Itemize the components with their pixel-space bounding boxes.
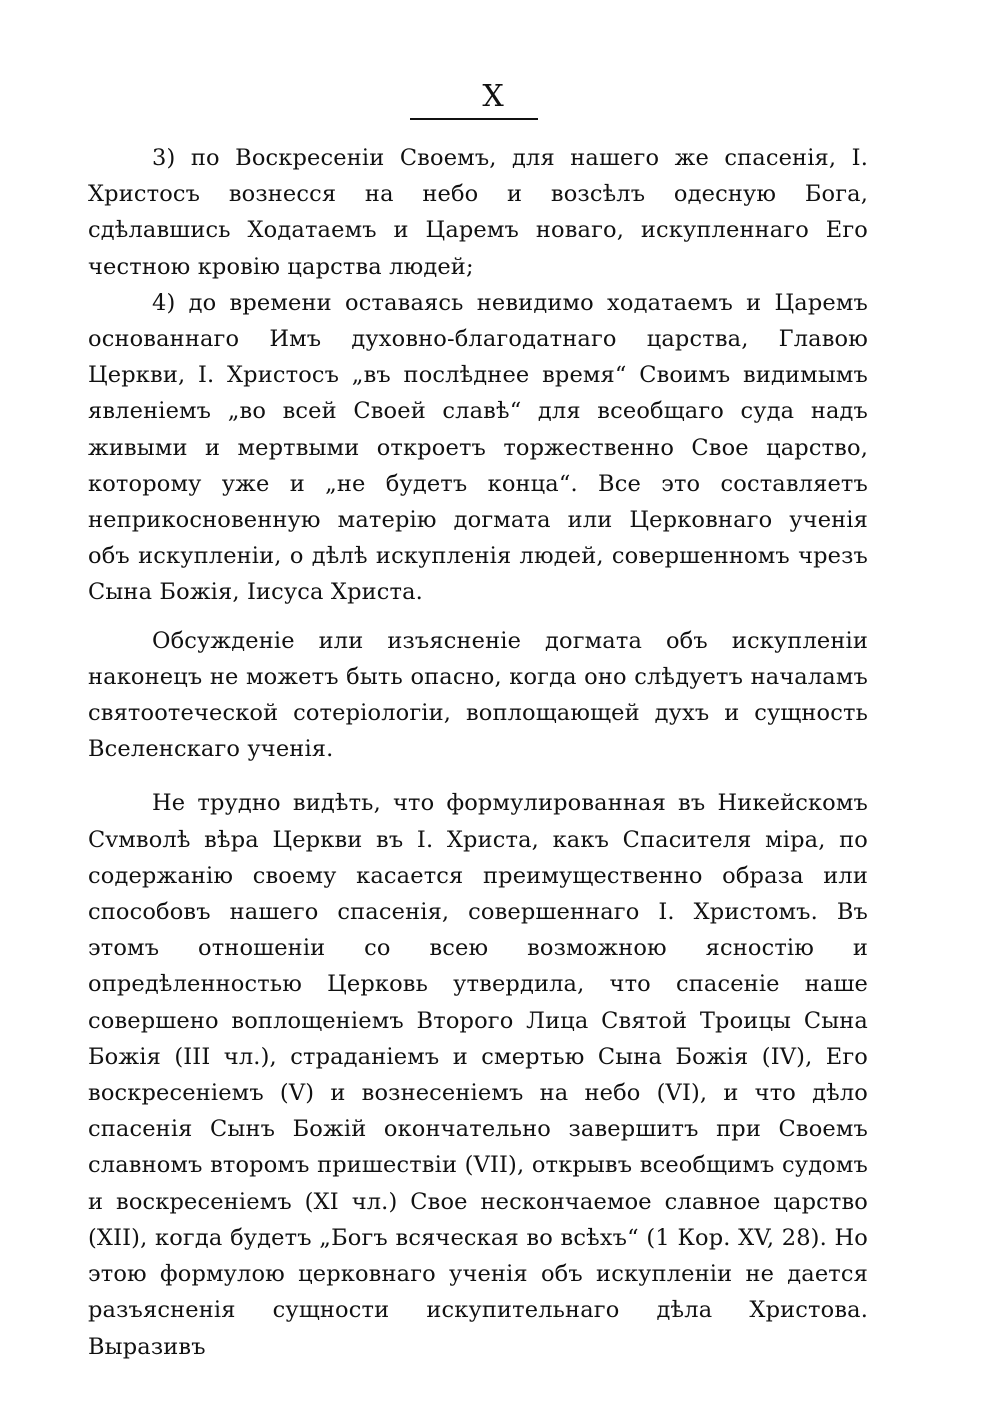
paragraph-1: 3) по Воскресеніи Своемъ, для нашего же спасенія, І. Христосъ вознесся на небо и возсѣлъ одесную Бога, сдѣлавшись Ходатаемъ и Царемъ новаго, искупленнаго Его честною кровію царства людей; bbox=[88, 145, 868, 280]
page-number: X bbox=[482, 79, 504, 114]
paragraph-4: Не трудно видѣть, что формулированная въ Никейскомъ Сvмволѣ вѣра Церкви въ І. Христа, какъ Спасителя міра, по содержанію своему касается преимущественно образа или способовъ нашего спасенія, совершеннаго І. Христомъ. Въ этомъ отношеніи со всею возможною ясностію и опредѣленностью Церковь утвердила, что спасеніе наше совершено воплощеніемъ Второго Лица Святой Троицы Сына Божія (III чл.), страданіемъ и смертью Сына Божія (IV), Его воскресеніемъ (V) и вознесеніемъ на небо (VI), и что дѣло спасенія Сынъ Божій окончательно завершитъ при Своемъ славномъ второмъ пришествіи (VII), открывъ всеобщимъ судомъ и воскресеніемъ (XI чл.) Свое нескончаемое славное царство (XII), когда будетъ „Богъ всяческая во всѣхъ“ (1 Кор. XV, 28). Но этою формулою церковнаго ученія объ искупленіи не дается разъясненія сущности искупительнаго дѣла Христова. Выразивъ bbox=[88, 790, 868, 1360]
paragraph-3: Обсужденіе или изъясненіе догмата объ искупленіи наконецъ не можетъ быть опасно, когда оно слѣдуетъ началамъ святоотеческой сотеріологіи, воплощающей духъ и сущность Вселенскаго ученія. bbox=[88, 627, 868, 763]
paragraph-gap bbox=[88, 767, 868, 785]
header-rule bbox=[410, 118, 538, 120]
paragraph-gap bbox=[88, 611, 868, 623]
document-page bbox=[88, 78, 868, 1365]
paragraph-2: 4) до времени оставаясь невидимо ходатаемъ и Царемъ основаннаго Имъ духовно-благодатнаго царства, Главою Церкви, І. Христосъ „въ послѣднее время“ Своимъ видимымъ явленіемъ „во всей Своей славѣ“ для всеобщаго суда надъ живыми и мертвыми откроетъ торжественно Свое царство, которому уже и „не будетъ конца“. Все это составляетъ неприкосновенную матерію догмата или Церковнаго ученія объ искупленіи, о дѣлѣ искупленія людей, совершенномъ чрезъ Сына Божія, Іисуса Христа. bbox=[88, 289, 868, 606]
